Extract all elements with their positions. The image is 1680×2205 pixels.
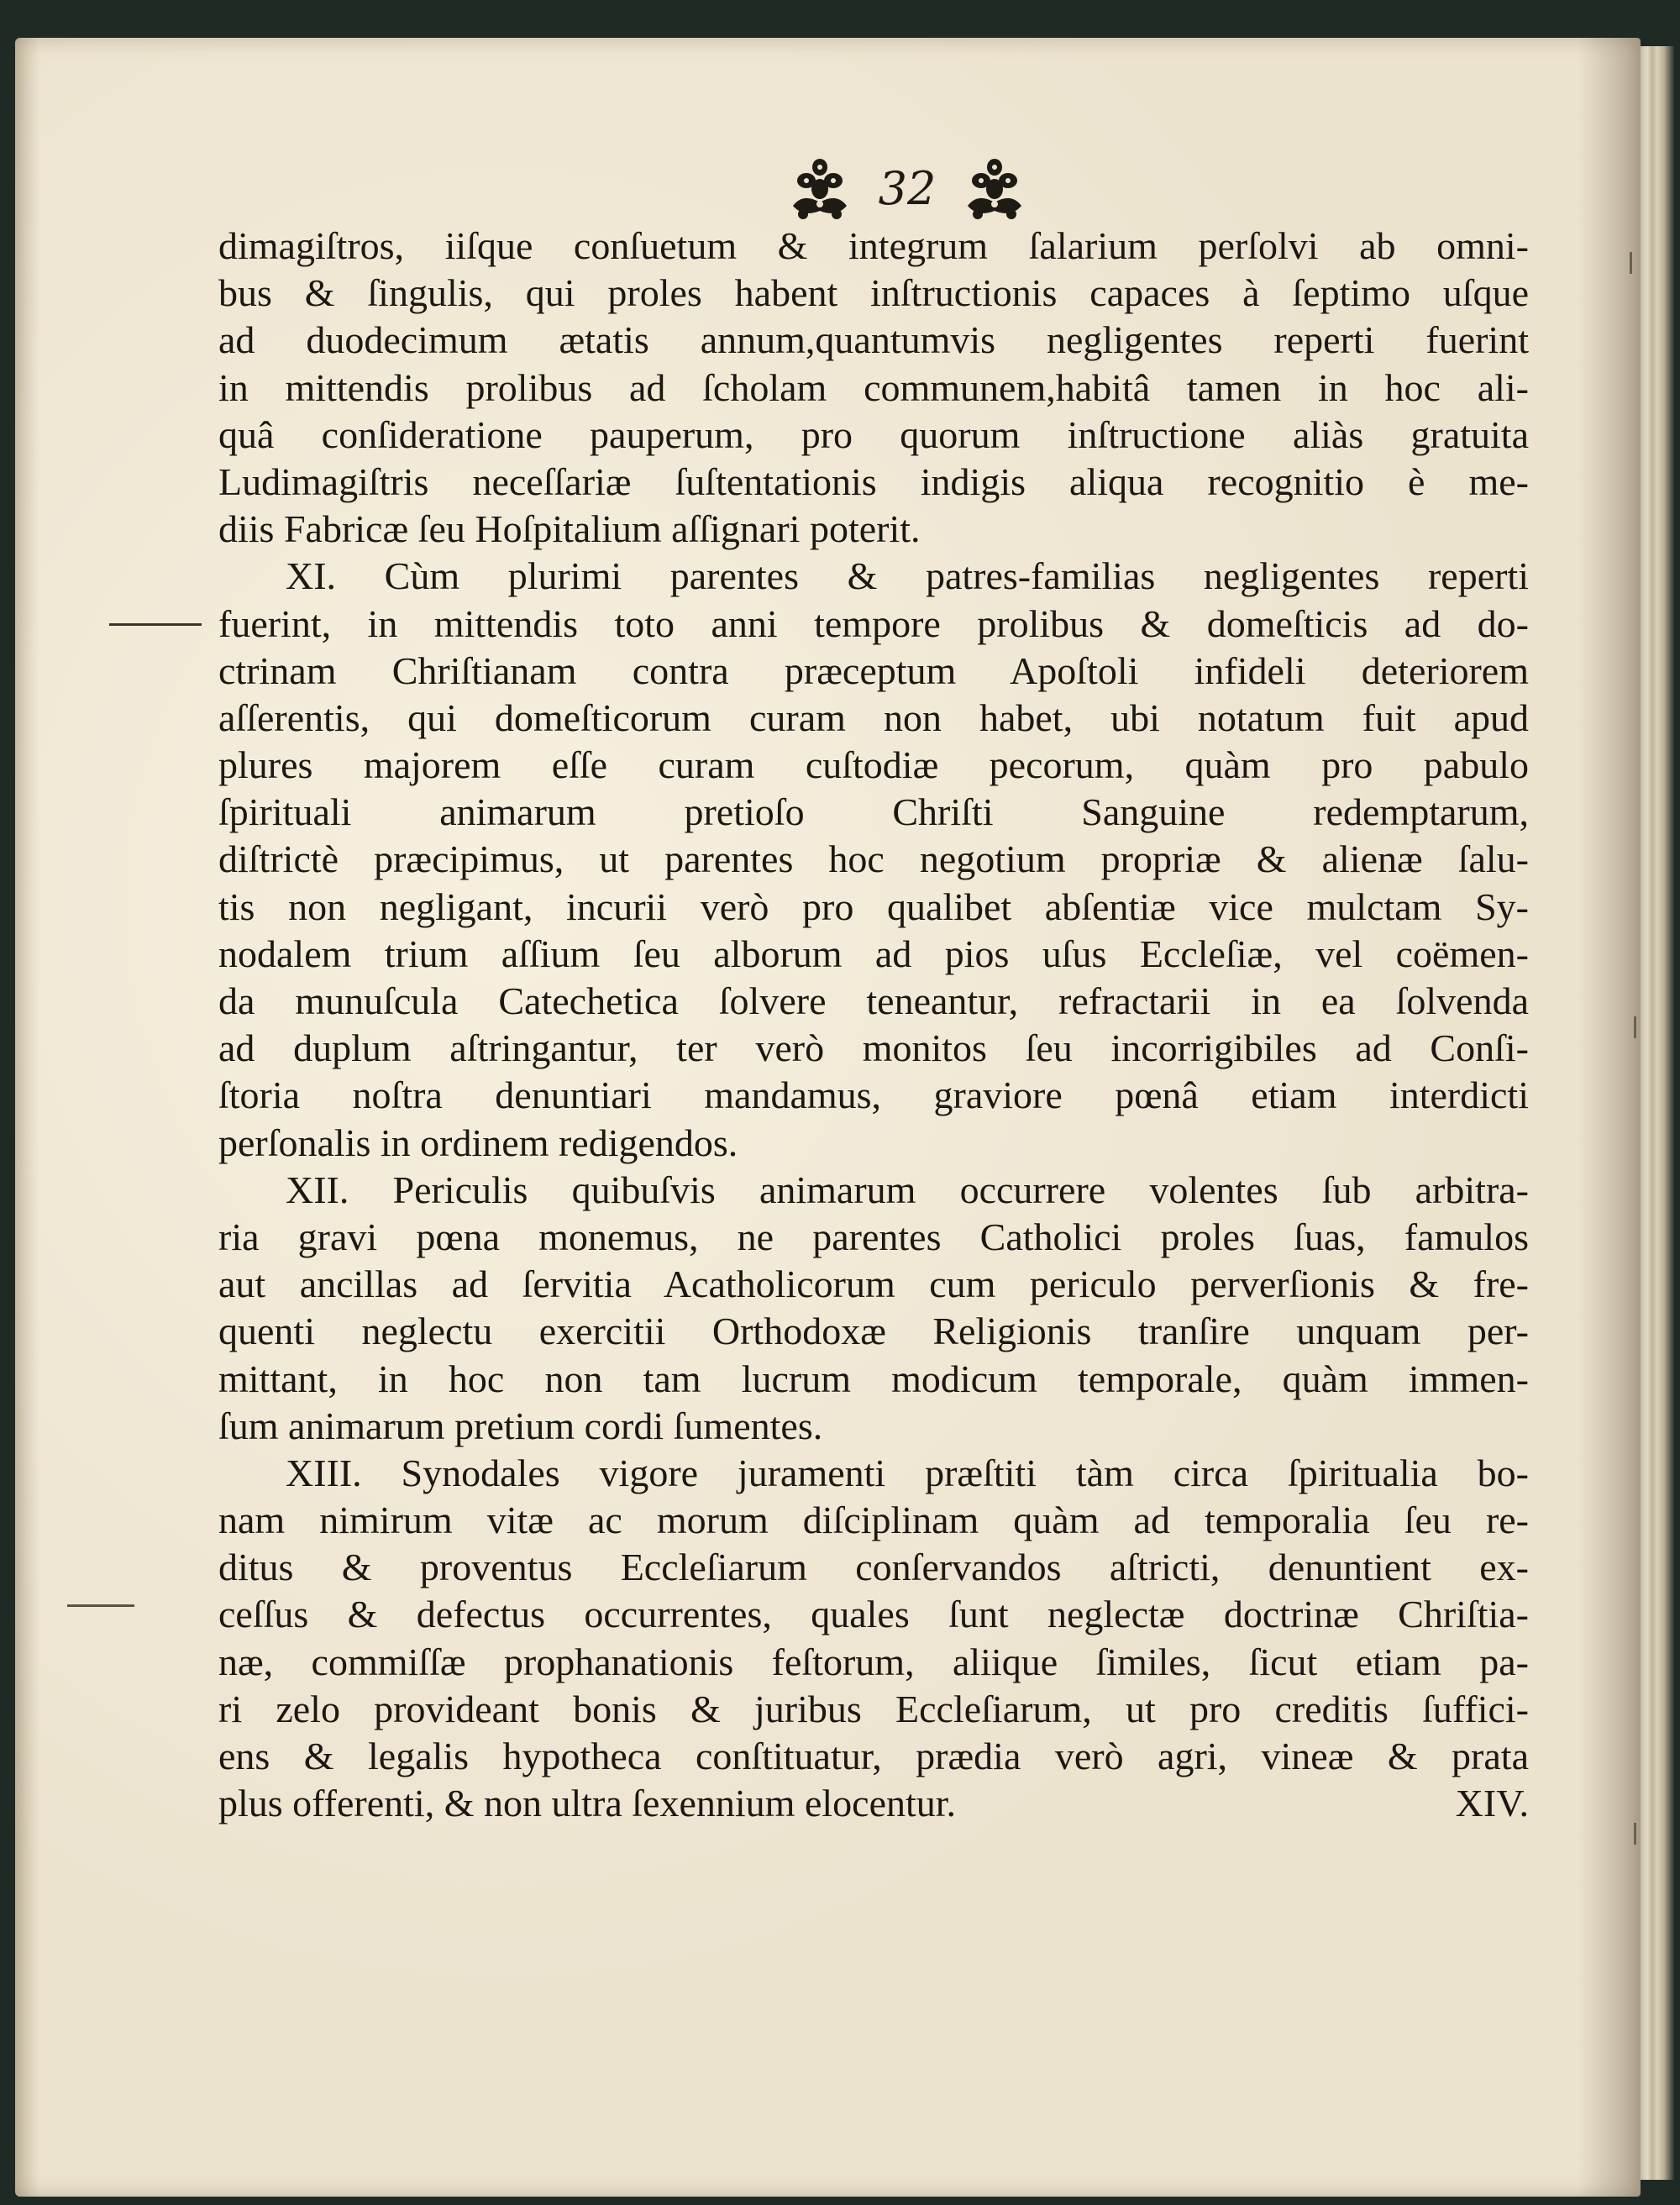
text-line: ceſſus & defectus occurrentes, quales ſunt neglectæ doctrinæ Chriſtia- (218, 1593, 1529, 1636)
text-line: bus & ſingulis, qui proles habent inſtructionis capaces à ſeptimo uſque (218, 271, 1529, 315)
catchword: XIV. (1455, 1782, 1529, 1825)
text-line: fuerint, in mittendis toto anni tempore prolibus & domeſticis ad do- (218, 601, 1529, 645)
paragraph-xii-start: XII. Periculis quibuſvis animarum occurrere volentes ſub arbitra- (286, 1168, 1529, 1211)
text-line: nodalem trium aſſium ſeu alborum ad pios uſus Eccleſiæ, vel coëmen- (218, 932, 1529, 975)
text-line: ſpirituali animarum pretioſo Chriſti Sanguine redemptarum, (218, 790, 1529, 834)
text-line: plures majorem eſſe curam cuſtodiæ pecorum, quàm pro pabulo (218, 743, 1529, 787)
margin-mark (109, 623, 202, 626)
text-line: ri zelo provideant bonis & juribus Eccleſiarum, ut pro creditis ſuffici- (218, 1687, 1529, 1730)
text-line: quenti neglectu exercitii Orthodoxæ Religionis tranſire unquam per- (218, 1310, 1529, 1353)
text-line: aut ancillas ad ſervitia Acatholicorum cum periculo perverſionis & fre- (218, 1263, 1529, 1306)
text-line: ad duplum aſtringantur, ter verò monitos ſeu incorrigibiles ad Conſi- (218, 1026, 1529, 1070)
text-line: nam nimirum vitæ ac morum diſciplinam quàm ad temporalia ſeu re- (218, 1499, 1529, 1542)
page-header (781, 151, 1033, 227)
edge-tick (1634, 1823, 1636, 1845)
text-line: diſtrictè præcipimus, ut parentes hoc negotium propriæ & alienæ ſalu- (218, 837, 1529, 881)
fleuron-icon (786, 155, 853, 223)
text-line: ſtoria noſtra denuntiari mandamus, graviore pœnâ etiam interdicti (218, 1074, 1529, 1117)
page-number: 32 (878, 162, 937, 215)
text-line: plus offerenti, & non ultra ſexennium elocentur. (218, 1782, 957, 1825)
page-edge (1641, 46, 1674, 2180)
text-line: perſonalis in ordinem redigendos. (218, 1121, 738, 1164)
text-line: diis Fabricæ ſeu Hoſpitalium aſſignari poterit. (218, 507, 921, 551)
text-line: ens & legalis hypotheca conſtituatur, prædia verò agri, vineæ & prata (218, 1735, 1529, 1777)
fleuron-icon (961, 155, 1028, 223)
text-line: ctrinam Chriſtianam contra præceptum Apoſtoli infideli deteriorem (218, 648, 1529, 692)
paragraph-xiii-start: XIII. Synodales vigore juramenti præſtiti tàm circa ſpiritualia bo- (286, 1451, 1529, 1494)
text-line: ſum animarum pretium cordi ſumentes. (218, 1404, 823, 1447)
text-line: in mittendis prolibus ad ſcholam communem,habitâ tamen in hoc ali- (218, 365, 1529, 409)
text-line: tis non negligant, incurii verò pro qualibet abſentiæ vice mulctam Sy- (218, 885, 1529, 928)
text-line: quâ conſideratione pauperum, pro quorum inſtructione aliàs gratuita (218, 412, 1529, 456)
text-line: ad duodecimum ætatis annum,quantumvis negligentes reperti fuerint (218, 318, 1529, 362)
text-line: da munuſcula Catechetica ſolvere teneantur, refractarii in ea ſolvenda (218, 979, 1529, 1022)
text-line: Ludimagiſtris neceſſariæ ſuſtentationis indigis aliqua recognitio è me- (218, 459, 1529, 503)
text-line: næ, commiſſæ prophanationis feſtorum, aliique ſimiles, ſicut etiam pa- (218, 1640, 1529, 1683)
text-line: dimagiſtros, iiſque conſuetum & integrum ſalarium perſolvi ab omni- (218, 224, 1529, 267)
text-line: mittant, in hoc non tam lucrum modicum temporale, quàm immen- (218, 1357, 1529, 1400)
paragraph-xi-start: XI. Cùm plurimi parentes & patres-familias negligentes reperti (286, 554, 1529, 598)
final-line-with-catchword (218, 1780, 1529, 1827)
text-line: ria gravi pœna monemus, ne parentes Catholici proles ſuas, famulos (218, 1215, 1529, 1258)
edge-tick (1634, 1016, 1636, 1038)
body-text (218, 223, 1529, 1827)
edge-tick (1630, 252, 1632, 274)
margin-mark (67, 1604, 134, 1607)
text-line: ditus & proventus Eccleſiarum conſervandos aſtricti, denuntient ex- (218, 1546, 1529, 1589)
text-line: aſſerentis, qui domeſticorum curam non habet, ubi notatum fuit apud (218, 696, 1529, 739)
